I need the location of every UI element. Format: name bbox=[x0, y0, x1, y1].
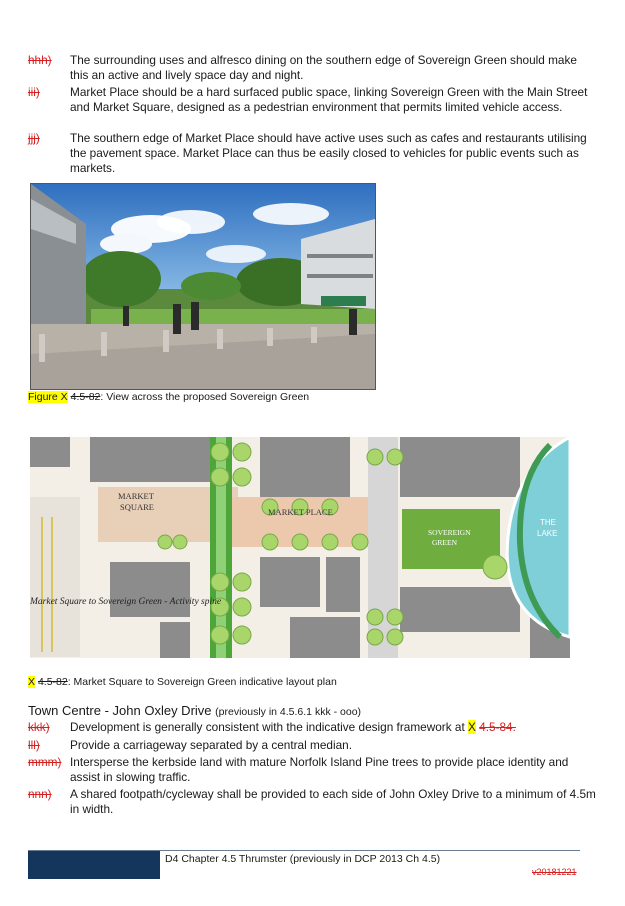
clause-text: Market Place should be a hard surfaced public space, linking Sovereign Green with the Main Street and Market Square, designed as a pedestrian environment that permits limited vehicle access. bbox=[70, 85, 588, 114]
figure1-label-new: Figure X bbox=[28, 391, 68, 403]
footer-chapter-title: D4 Chapter 4.5 Thrumster (previously in DCP 2013 Ch 4.5) bbox=[165, 853, 441, 865]
label-lake-1: THE bbox=[540, 518, 556, 527]
heading-note: (previously in 4.5.6.1 kkk - ooo) bbox=[215, 706, 362, 718]
footer-version: v20181221 bbox=[532, 867, 577, 877]
label-lake-2: LAKE bbox=[537, 529, 558, 538]
clause-number: kkk) bbox=[28, 720, 50, 734]
figure1-caption-text: : View across the proposed Sovereign Green bbox=[100, 391, 310, 403]
clause-number: jjj) bbox=[28, 131, 40, 145]
clause-number: nnn) bbox=[28, 787, 52, 801]
sovereign-green-photo bbox=[30, 183, 376, 390]
layout-plan-drawing bbox=[30, 437, 570, 658]
clause-number: hhh) bbox=[28, 53, 52, 67]
clause-number: iii) bbox=[28, 85, 40, 99]
clause-mmm bbox=[28, 755, 598, 785]
figure2-label-new: X bbox=[28, 676, 36, 688]
label-activity-spine: Market Square to Sovereign Green - Activity spine bbox=[30, 597, 222, 607]
figure2-caption-text: : Market Square to Sovereign Green indicative layout plan bbox=[67, 676, 337, 688]
clause-hhh bbox=[28, 53, 598, 83]
figure2-caption bbox=[28, 676, 337, 688]
label-market-square-1: MARKET bbox=[118, 491, 154, 501]
label-market-square-2: SQUARE bbox=[120, 502, 155, 512]
clause-text bbox=[70, 720, 598, 735]
footer-color-block bbox=[28, 851, 160, 879]
label-market-place: MARKET PLACE bbox=[268, 507, 333, 517]
clause-iii bbox=[28, 85, 598, 115]
clause-lll bbox=[28, 738, 598, 753]
section-heading bbox=[28, 703, 361, 718]
label-sovereign-2: GREEN bbox=[432, 538, 457, 547]
clause-text-body: Development is generally consistent with the indicative design framework at bbox=[70, 720, 469, 734]
clause-jjj bbox=[28, 131, 598, 176]
clause-text: Intersperse the kerbside land with mature Norfolk Island Pine trees to provide place identity and assist in slowing traffic. bbox=[70, 755, 569, 784]
figure-ref-new: X bbox=[468, 720, 476, 734]
clause-text: A shared footpath/cycleway shall be provided to each side of John Oxley Drive to a minimum of 4.5m in width. bbox=[70, 787, 596, 816]
clause-nnn bbox=[28, 787, 598, 817]
clause-number: lll) bbox=[28, 738, 40, 752]
clause-number: mmm) bbox=[28, 755, 62, 769]
label-sovereign-1: SOVEREIGN bbox=[428, 528, 471, 537]
clause-kkk bbox=[28, 720, 598, 735]
clause-text: Provide a carriageway separated by a central median. bbox=[70, 738, 352, 752]
figure2-label-old: 4.5-82 bbox=[37, 676, 68, 688]
clause-text: The southern edge of Market Place should have active uses such as cafes and restaurants utilising the pavement space. Market Place can thus be easily closed to vehicles for public events such as markets. bbox=[70, 131, 587, 175]
figure-ref-old: 4.5-84. bbox=[479, 720, 516, 734]
figure1-label-old: 4.5-82 bbox=[70, 391, 101, 403]
heading-title: Town Centre - John Oxley Drive bbox=[28, 703, 212, 718]
layout-plan bbox=[30, 437, 570, 658]
photo-illustration bbox=[31, 184, 375, 389]
figure1-caption bbox=[28, 391, 309, 403]
clause-text: The surrounding uses and alfresco dining on the southern edge of Sovereign Green should make this an active and lively space day and night. bbox=[70, 53, 577, 82]
